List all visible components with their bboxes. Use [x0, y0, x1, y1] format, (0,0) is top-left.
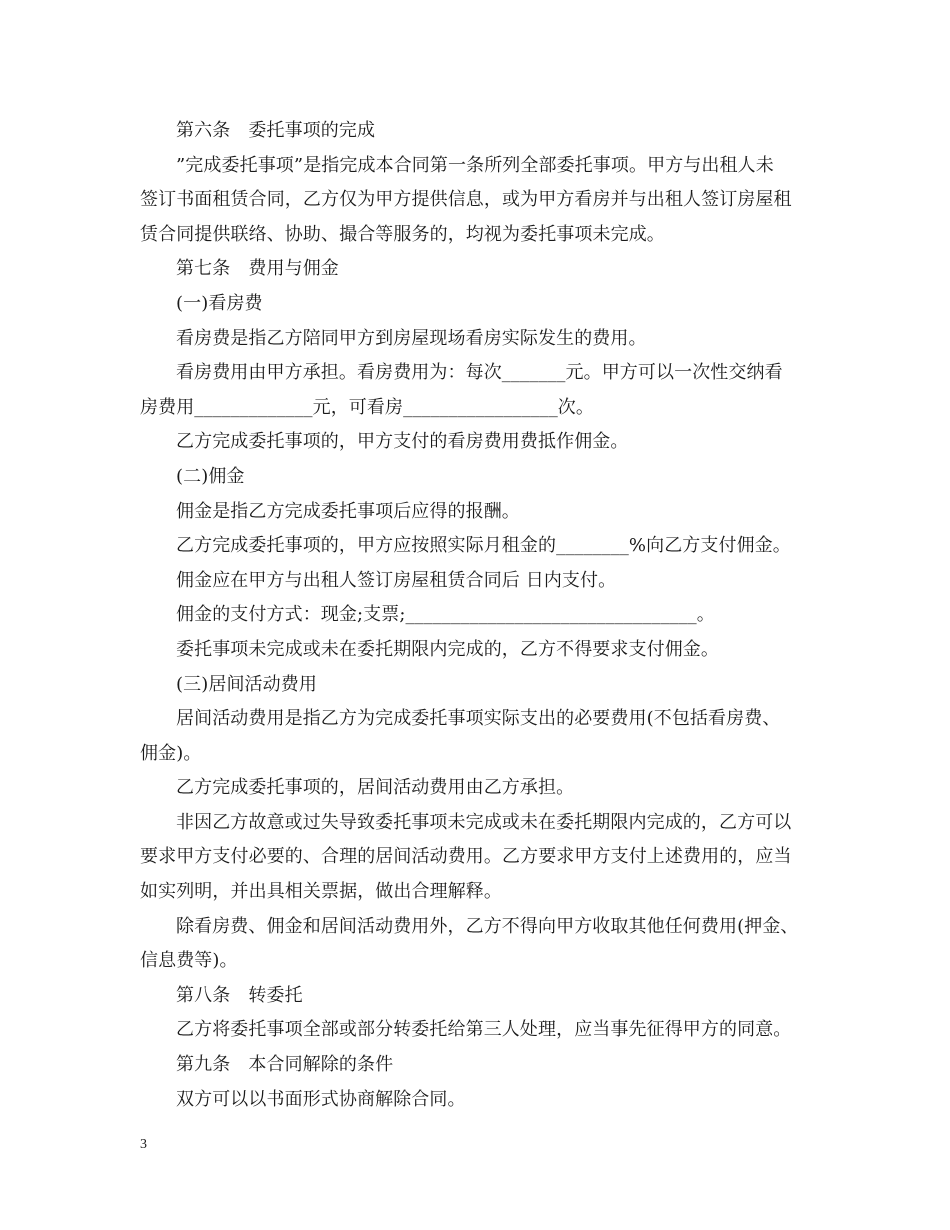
paragraph-line: 委托事项未完成或未在委托期限内完成的，乙方不得要求支付佣金。: [176, 638, 719, 660]
paragraph-line: 除看房费、佣金和居间活动费用外，乙方不得向甲方收取其他任何费用(押金、: [176, 915, 799, 937]
paragraph-line: 房费用_____________元，可看房_________________次。: [140, 396, 594, 418]
paragraph-line: 要求甲方支付必要的、合理的居间活动费用。乙方要求甲方支付上述费用的，应当: [140, 846, 792, 868]
paragraph-line: 信息费等)。: [140, 950, 238, 972]
paragraph-line: 居间活动费用是指乙方为完成委托事项实际支出的必要费用(不包括看房费、: [176, 708, 781, 730]
article-8-heading: 第八条 转委托: [176, 984, 303, 1006]
paragraph-line: ”完成委托事项”是指完成本合同第一条所列全部委托事项。甲方与出租人未: [176, 154, 774, 176]
paragraph-line: 乙方完成委托事项的，甲方支付的看房费用费抵作佣金。: [176, 431, 629, 453]
paragraph-line: 赁合同提供联络、协助、撮合等服务的，均视为委托事项未完成。: [140, 223, 665, 245]
paragraph-line: 签订书面租赁合同，乙方仅为甲方提供信息，或为甲方看房并与出租人签订房屋租: [140, 189, 792, 211]
article-7-heading: 第七条 费用与佣金: [176, 258, 339, 280]
section-heading-commission: (二)佣金: [176, 465, 245, 487]
paragraph-line: 乙方完成委托事项的，居间活动费用由乙方承担。: [176, 777, 575, 799]
paragraph-line: 如实列明，并出具相关票据，做出合理解释。: [140, 881, 502, 903]
section-heading-viewing-fee: (一)看房费: [176, 292, 263, 314]
paragraph-line: 看房费是指乙方陪同甲方到房屋现场看房实际发生的费用。: [176, 327, 647, 349]
paragraph-line: 佣金应在甲方与出租人签订房屋租赁合同后 日内支付。: [176, 569, 617, 591]
section-heading-brokerage-expenses: (三)居间活动费用: [176, 673, 317, 695]
article-9-heading: 第九条 本合同解除的条件: [176, 1054, 394, 1076]
paragraph-line: 非因乙方故意或过失导致委托事项未完成或未在委托期限内完成的，乙方可以: [176, 811, 792, 833]
article-6-heading: 第六条 委托事项的完成: [176, 120, 376, 141]
paragraph-line: 佣金的支付方式：现金;支票;________________________________。: [176, 604, 715, 626]
page-number: 3: [140, 1137, 147, 1152]
paragraph-line: 双方可以以书面形式协商解除合同。: [176, 1088, 466, 1110]
paragraph-line: 乙方完成委托事项的，甲方应按照实际月租金的________%向乙方支付佣金。: [176, 535, 791, 557]
paragraph-line: 乙方将委托事项全部或部分转委托给第三人处理，应当事先征得甲方的同意。: [176, 1019, 792, 1041]
paragraph-line: 看房费用由甲方承担。看房费用为：每次_______元。甲方可以一次性交纳看: [176, 362, 783, 384]
document-body: [140, 114, 812, 1117]
paragraph-line: 佣金是指乙方完成委托事项后应得的报酬。: [176, 500, 520, 522]
paragraph-line: 佣金)。: [140, 742, 202, 764]
